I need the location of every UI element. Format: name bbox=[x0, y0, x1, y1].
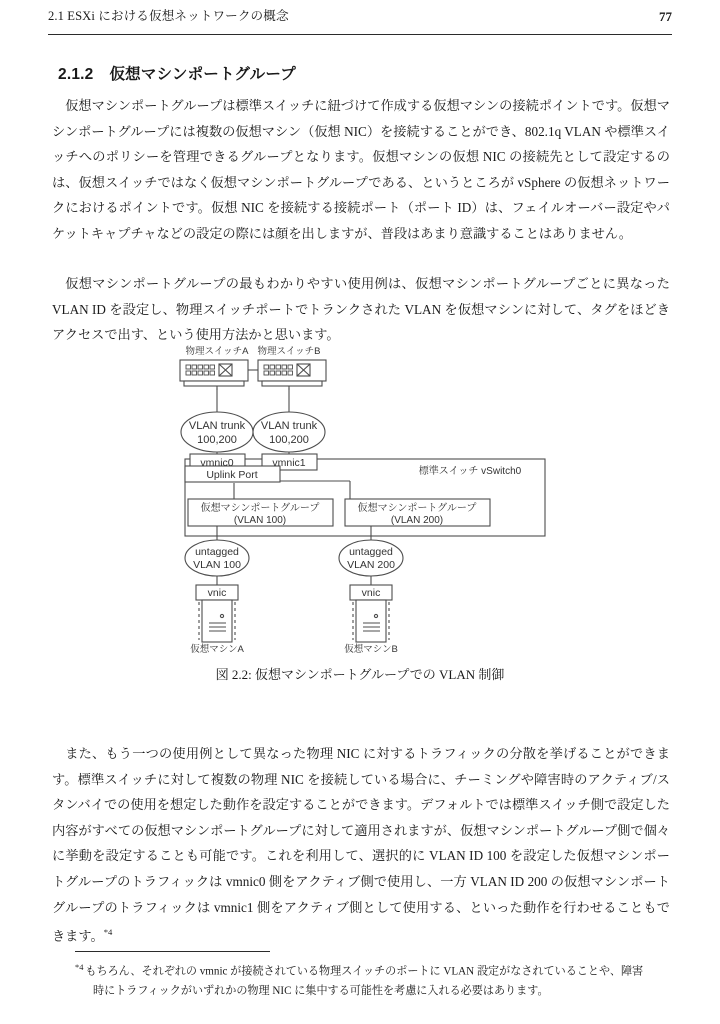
paragraph-text: 仮想マシンポートグループは標準スイッチに紐づけて作成する仮想マシンの接続ポイントです。仮想マシンポートグループには複数の仮想マシン（仮想 NIC）を接続することができ、802.1q VLAN や標準スイッチへのポリシーを管理できるグループとなります。仮想マシンの仮想 NIC の接続先として設定するのは、仮想スイッチではなく仮想マシンポートグループである、というところが vSphere の仮想ネットワークにおけるポイントです。仮想 NIC を接続する接続ポート（ポート ID）は、フェイルオーバー設定やパケットキャプチャなどの設定の際には顔を出しますが、普段はあまり意識することはありません。 bbox=[52, 98, 670, 241]
label-untagged-b-line2: VLAN 200 bbox=[347, 559, 395, 571]
body-paragraph-1 bbox=[52, 93, 670, 247]
label-vswitch0: 標準スイッチ vSwitch0 bbox=[418, 466, 522, 477]
virtual-machine-b-icon bbox=[353, 600, 389, 642]
footnote-marker: *4 bbox=[75, 963, 84, 972]
virtual-machine-a-icon bbox=[199, 600, 235, 642]
label-physical-switch-a: 物理スイッチA bbox=[185, 346, 249, 357]
label-portgroup-b-line1: 仮想マシンポートグループ bbox=[357, 503, 477, 514]
section-heading bbox=[58, 62, 296, 84]
footnote-line-2: 時にトラフィックがいずれかの物理 NIC に集中する可能性を考慮に入れる必要はあります。 bbox=[93, 985, 549, 998]
running-head-title: 2.1 ESXi における仮想ネットワークの概念 bbox=[48, 9, 289, 23]
label-untagged-b-line1: untagged bbox=[349, 546, 393, 558]
body-paragraph-3 bbox=[52, 741, 670, 949]
vlan-trunk-a-ellipse bbox=[181, 412, 253, 452]
section-number: 2.1.2 bbox=[58, 66, 94, 83]
page-header bbox=[48, 8, 672, 35]
figure-caption: 図 2.2: 仮想マシンポートグループでの VLAN 制御 bbox=[215, 667, 505, 682]
figure-2-2 bbox=[0, 340, 720, 700]
label-uplink-port: Uplink Port bbox=[206, 469, 258, 481]
label-untagged-a-line2: VLAN 100 bbox=[193, 559, 241, 571]
label-vm-a: 仮想マシンA bbox=[190, 644, 244, 655]
label-portgroup-a-line1: 仮想マシンポートグループ bbox=[200, 503, 320, 514]
section-title: 仮想マシンポートグループ bbox=[109, 66, 296, 83]
label-vm-b: 仮想マシンB bbox=[344, 644, 398, 655]
figure-diagram bbox=[0, 340, 720, 665]
label-trunk-b-line2: 100,200 bbox=[269, 434, 309, 446]
footnote-block bbox=[75, 958, 660, 1002]
body-paragraph-2 bbox=[52, 271, 670, 348]
footnote-reference-marker: *4 bbox=[103, 927, 113, 938]
label-vmnic1: vmnic1 bbox=[272, 457, 306, 469]
label-untagged-a-line1: untagged bbox=[195, 546, 239, 558]
label-vmnic0: vmnic0 bbox=[200, 457, 234, 469]
label-portgroup-a-line2: (VLAN 100) bbox=[233, 515, 287, 526]
physical-switch-a-icon bbox=[180, 360, 248, 390]
vlan-trunk-b-ellipse bbox=[253, 412, 325, 452]
label-trunk-a-line1: VLAN trunk bbox=[188, 420, 246, 432]
paragraph-text: 仮想マシンポートグループの最もわかりやすい使用例は、仮想マシンポートグループごとに異なった VLAN ID を設定し、物理スイッチポートでトランクされた VLAN を仮想マシンに対して、タグをほどきアクセスで出す、という使用方法かと思います。 bbox=[52, 276, 670, 343]
label-physical-switch-b: 物理スイッチB bbox=[257, 346, 321, 357]
footnote-line-1: もちろん、それぞれの vmnic が接続されている物理スイッチのポートに VLAN 設定がなされていることや、障害 bbox=[85, 965, 644, 978]
physical-switch-b-icon bbox=[258, 360, 326, 390]
page-number: 77 bbox=[659, 9, 672, 24]
paragraph-text: また、もう一つの使用例として異なった物理 NIC に対するトラフィックの分散を挙げることができます。標準スイッチに対して複数の物理 NIC を接続している場合に、チーミングや障害時のアクティブ/スタンバイでの使用を想定した動作を設定することができます。デフォルトでは標準スイッチ側で設定した内容がすべての仮想マシンポートグループに対して適用されますが、仮想マシンポートグループ側で個々に挙動を設定することも可能です。これを利用して、選択的に VLAN ID 100 を設定した仮想マシンポートグループのトラフィックは vmnic0 側をアクティブ側で使用し、一方 VLAN ID 200 の仮想マシンポートグループのトラフィックは vmnic1 側をアクティブ側として使用する、といった動作を行わせることもできます。 bbox=[52, 746, 670, 944]
label-portgroup-b-line2: (VLAN 200) bbox=[390, 515, 444, 526]
label-vnic-b: vnic bbox=[361, 587, 381, 599]
label-trunk-a-line2: 100,200 bbox=[197, 434, 237, 446]
label-trunk-b-line1: VLAN trunk bbox=[260, 420, 318, 432]
footnote-separator-rule bbox=[75, 951, 270, 952]
label-vnic-a: vnic bbox=[207, 587, 227, 599]
